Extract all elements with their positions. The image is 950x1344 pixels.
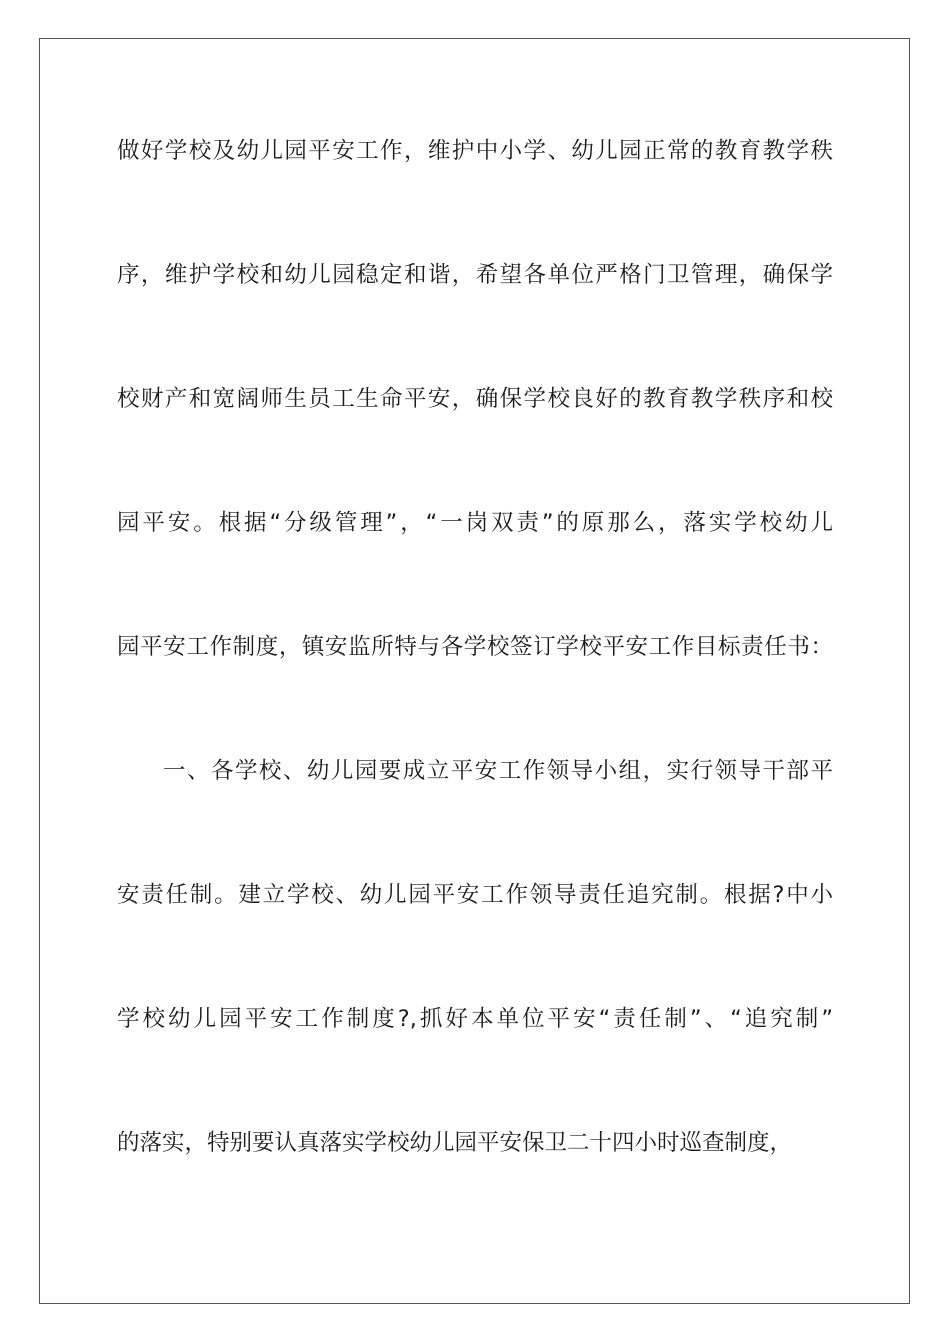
paragraph-line: 安责任制。建立学校、幼儿园平安工作领导责任追究制。根据?中小 — [117, 882, 833, 908]
paragraph-line: 园平安工作制度，镇安监所特与各学校签订学校平安工作目标责任书： — [117, 634, 833, 660]
paragraph-line: 一、各学校、幼儿园要成立平安工作领导小组，实行领导干部平 — [163, 758, 833, 784]
document-body — [117, 131, 833, 1247]
paragraph-line: 园平安。根据“分级管理”，“一岗双责”的原那么，落实学校幼儿 — [117, 510, 833, 536]
paragraph-line: 序，维护学校和幼儿园稳定和谐，希望各单位严格门卫管理，确保学 — [117, 262, 833, 288]
paragraph-line: 学校幼儿园平安工作制度?,抓好本单位平安“责任制”、“追究制” — [117, 1006, 833, 1032]
paragraph-line: 的落实，特别要认真落实学校幼儿园平安保卫二十四小时巡查制度， — [117, 1130, 793, 1156]
paragraph-line: 校财产和宽阔师生员工生命平安，确保学校良好的教育教学秩序和校 — [117, 386, 833, 412]
paragraph-line: 做好学校及幼儿园平安工作，维护中小学、幼儿园正常的教育教学秩 — [117, 138, 833, 164]
